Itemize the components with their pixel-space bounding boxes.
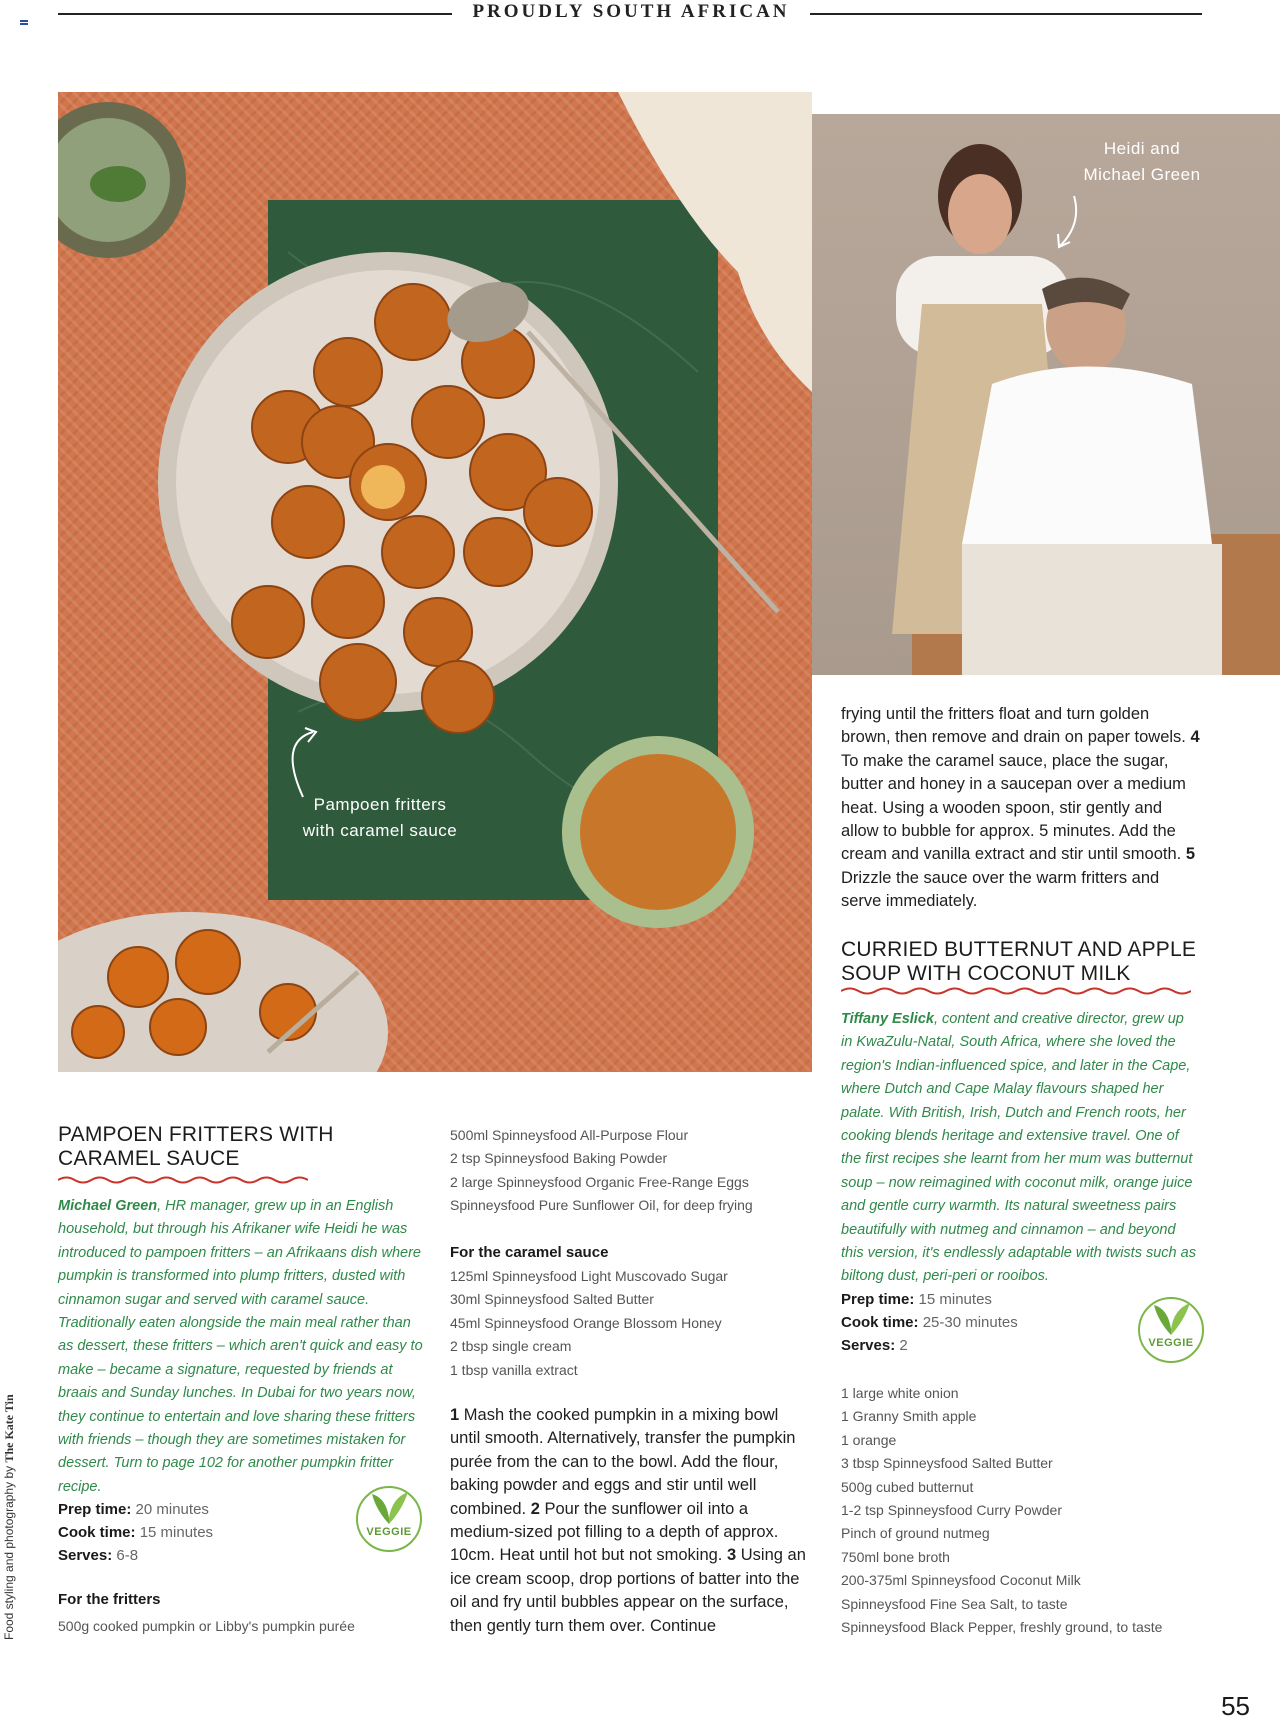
people-photo	[812, 114, 1280, 675]
ingredient-item: 500ml Spinneysfood All-Purpose Flour	[450, 1127, 689, 1143]
ingredient-item: 750ml bone broth	[841, 1548, 950, 1565]
fritters-ingredient-first: 500g cooked pumpkin or Libby's pumpkin purée	[58, 1618, 355, 1634]
fritters-serves: Serves: 6-8	[58, 1547, 139, 1564]
soup-ingredients	[841, 1382, 1162, 1639]
food-illustration	[58, 92, 812, 1072]
fritters-ingredients-cont	[450, 1124, 753, 1218]
wavy-divider-soup	[841, 986, 1191, 996]
recipe-title-soup: CURRIED BUTTERNUT AND APPLE SOUP WITH COCONUT MILK	[841, 938, 1197, 985]
ingredient-item: 2 tsp Spinneysfood Baking Powder	[450, 1150, 668, 1167]
wavy-divider-fritters	[58, 1175, 308, 1185]
ingredient-item: 1 large white onion	[841, 1385, 959, 1401]
ingredient-item: 2 tbsp single cream	[450, 1338, 572, 1355]
ingredient-item: 1 tbsp vanilla extract	[450, 1361, 578, 1378]
ingredient-item: 200-375ml Spinneysfood Coconut Milk	[841, 1572, 1081, 1589]
page-number: 55	[1221, 1691, 1250, 1721]
recipe-title-fritters: PAMPOEN FRITTERS WITH CARAMEL SAUCE	[58, 1123, 334, 1170]
ingredient-item: 1 Granny Smith apple	[841, 1408, 977, 1425]
header-rule-left	[58, 13, 452, 15]
ingredient-item: 1-2 tsp Spinneysfood Curry Powder	[841, 1502, 1062, 1519]
ingredient-item: 2 large Spinneysfood Organic Free-Range Eggs	[450, 1173, 749, 1190]
ingredient-item: 1 orange	[841, 1431, 897, 1448]
man-trousers	[962, 544, 1222, 675]
soup-serves: Serves: 2	[841, 1337, 908, 1354]
ingredient-item: Spinneysfood Pure Sunflower Oil, for deep frying	[450, 1197, 753, 1214]
ingredient-item: 45ml Spinneysfood Orange Blossom Honey	[450, 1314, 722, 1331]
man-tshirt	[962, 367, 1212, 545]
method-steps: 1 Mash the cooked pumpkin in a mixing bowl until smooth. Alternatively, transfer the pumpkin purée from the can to the bowl. Add the flour, baking powder and eggs and stir until well combined. 2 Pour the sunflower oil into a medium-sized pot filling to a depth of approx. 10cm. Heat until hot but not smoking. 3 Using an ice cream scoop, drop portions of batter into the oil and fry until bubbles appear on the surface, then gently turn them over. Continue	[450, 1406, 806, 1635]
food-photo	[58, 92, 812, 1072]
food-caption: Pampoen fritters with caramel sauce	[302, 795, 458, 840]
woman-face	[948, 174, 1012, 254]
people-caption-arrow	[1060, 196, 1076, 246]
ingredient-item: 500g cubed butternut	[841, 1478, 974, 1495]
header-rule-right	[810, 13, 1202, 15]
ingredient-item: Spinneysfood Black Pepper, freshly ground, to taste	[841, 1619, 1163, 1636]
fritters-subheading: For the fritters	[58, 1591, 161, 1608]
sauce-ingredients	[450, 1265, 728, 1382]
photo-credit: Food styling and photography by The Kate Tin	[2, 1394, 16, 1640]
people-caption: Heidi and Michael Green	[1083, 139, 1201, 184]
method-continued: frying until the fritters float and turn golden brown, then remove and drain on paper towels. 4 To make the caramel sauce, place the sugar, butter and honey in a saucepan over a medium heat. Using a wooden spoon, stir gently and allow to bubble for approx. 5 minutes. Add the cream and vanilla extract and stir until smooth. 5 Drizzle the sauce over the warm fritters and serve immediately.	[841, 705, 1200, 911]
ingredient-item: 3 tbsp Spinneysfood Salted Butter	[841, 1455, 1053, 1472]
leaf-icon	[1140, 1299, 1202, 1339]
fritters-intro: Michael Green, HR manager, grew up in an English household, but through his Afrikaner wife Heidi he was introduced to pampoen fritters – an Afrikaans dish where pumpkin is transformed into plump fritters, dusted with cinnamon sugar and served with caramel sauce. Traditionally eaten alongside the main meal rather than as dessert, these fritters – which aren't quick and easy to make – became a signature, requested by friends at braais and Sunday lunches. In Dubai for two years now, they continue to entertain and love sharing these fritters with friends – though they are sometimes mistaken for dessert. Turn to page 102 for another pumpkin fritter recipe.	[58, 1198, 423, 1495]
ingredient-item: Spinneysfood Fine Sea Salt, to taste	[841, 1595, 1068, 1612]
section-title: PROUDLY SOUTH AFRICAN	[472, 1, 790, 22]
veggie-badge-soup: VEGGIE	[1138, 1297, 1204, 1363]
soup-cook-time: Cook time: 25-30 minutes	[841, 1314, 1018, 1331]
veggie-badge-fritters: VEGGIE	[356, 1486, 422, 1552]
soup-intro: Tiffany Eslick, content and creative director, grew up in KwaZulu-Natal, South Africa, where she loved the region's Indian-influenced spice, and later in the Cape, where Dutch and Cape Malay flavours shaped her palate. With British, Irish, Dutch and French roots, her cooking blends heritage and extensive travel. One of the first recipes she learnt from her mum was butternut soup – now reimagined with coconut milk, orange juice and gentle curry warmth. Its natural sweetness pairs beautifully with nutmeg and cinnamon – and beyond this version, it's endlessly adaptable with twists such as biltong dust, peri-peri or rooibos.	[841, 1011, 1196, 1285]
ingredient-item: Pinch of ground nutmeg	[841, 1525, 990, 1542]
fritters-cook-time: Cook time: 15 minutes	[58, 1524, 214, 1541]
leaf-icon	[358, 1488, 420, 1528]
people-illustration	[812, 114, 1280, 675]
fritters-prep-time: Prep time: 20 minutes	[58, 1501, 209, 1518]
ingredient-item: 125ml Spinneysfood Light Muscovado Sugar	[450, 1268, 728, 1284]
menu-icon	[20, 20, 28, 28]
ingredient-item: 30ml Spinneysfood Salted Butter	[450, 1291, 654, 1308]
soup-prep-time: Prep time: 15 minutes	[841, 1291, 992, 1308]
sauce-subheading: For the caramel sauce	[450, 1244, 609, 1261]
